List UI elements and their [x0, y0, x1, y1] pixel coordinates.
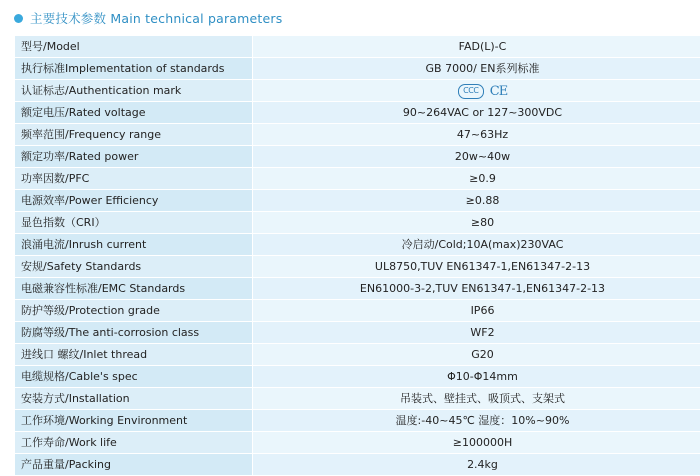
row-value: 吊装式、壁挂式、吸顶式、支架式	[253, 388, 700, 410]
row-value: FAD(L)-C	[253, 36, 700, 58]
table-row	[15, 168, 700, 190]
row-value: UL8750,TUV EN61347-1,EN61347-2-13	[253, 256, 700, 278]
row-value: Φ10-Φ14mm	[253, 366, 700, 388]
table-row	[15, 432, 700, 454]
row-label: 工作环境/Working Environment	[15, 410, 253, 432]
row-value: EN61000-3-2,TUV EN61347-1,EN61347-2-13	[253, 278, 700, 300]
row-label: 进线口 螺纹/Inlet thread	[15, 344, 253, 366]
row-value: 冷启动/Cold;10A(max)230VAC	[253, 234, 700, 256]
row-label: 工作寿命/Work life	[15, 432, 253, 454]
row-label: 电源效率/Power Efficiency	[15, 190, 253, 212]
table-row	[15, 322, 700, 344]
row-value: 2.4kg	[253, 454, 700, 476]
row-value-certification	[253, 80, 700, 102]
row-value: ≥80	[253, 212, 700, 234]
row-value: G20	[253, 344, 700, 366]
row-label: 型号/Model	[15, 36, 253, 58]
row-label: 认证标志/Authentication mark	[15, 80, 253, 102]
row-value: 90~264VAC or 127~300VDC	[253, 102, 700, 124]
table-row	[15, 124, 700, 146]
row-value: ≥100000H	[253, 432, 700, 454]
table-row	[15, 410, 700, 432]
table-row	[15, 58, 700, 80]
row-label: 防腐等级/The anti-corrosion class	[15, 322, 253, 344]
row-value: 20w~40w	[253, 146, 700, 168]
table-row	[15, 454, 700, 476]
row-label: 电缆规格/Cable's spec	[15, 366, 253, 388]
row-value: ≥0.88	[253, 190, 700, 212]
specifications-table	[14, 35, 700, 476]
row-value: 温度:-40~45℃ 湿度：10%~90%	[253, 410, 700, 432]
certification-marks	[458, 84, 507, 98]
table-row	[15, 146, 700, 168]
row-label: 功率因数/PFC	[15, 168, 253, 190]
section-header	[0, 0, 700, 35]
table-row	[15, 344, 700, 366]
row-value: 47~63Hz	[253, 124, 700, 146]
table-row	[15, 278, 700, 300]
table-row	[15, 36, 700, 58]
ccc-mark-icon: CCC	[458, 84, 484, 99]
row-label: 额定电压/Rated voltage	[15, 102, 253, 124]
row-label: 显色指数（CRI）	[15, 212, 253, 234]
ce-mark-icon: CE	[490, 85, 507, 98]
table-row	[15, 212, 700, 234]
table-row	[15, 234, 700, 256]
bullet-dot-icon	[14, 14, 23, 23]
table-row	[15, 300, 700, 322]
table-row	[15, 388, 700, 410]
table-row	[15, 366, 700, 388]
row-value: GB 7000/ EN系列标准	[253, 58, 700, 80]
row-value: IP66	[253, 300, 700, 322]
row-label: 安装方式/Installation	[15, 388, 253, 410]
row-label: 安规/Safety Standards	[15, 256, 253, 278]
page-title: 主要技术参数 Main technical parameters	[30, 9, 282, 27]
row-label: 额定功率/Rated power	[15, 146, 253, 168]
table-body	[15, 36, 700, 476]
row-label: 执行标准Implementation of standards	[15, 58, 253, 80]
row-label: 电磁兼容性标准/EMC Standards	[15, 278, 253, 300]
table-row	[15, 102, 700, 124]
row-label: 防护等级/Protection grade	[15, 300, 253, 322]
row-value: ≥0.9	[253, 168, 700, 190]
table-row	[15, 190, 700, 212]
row-label: 浪涌电流/Inrush current	[15, 234, 253, 256]
table-row	[15, 80, 700, 102]
row-label: 频率范围/Frequency range	[15, 124, 253, 146]
row-label: 产品重量/Packing	[15, 454, 253, 476]
row-value: WF2	[253, 322, 700, 344]
table-row	[15, 256, 700, 278]
